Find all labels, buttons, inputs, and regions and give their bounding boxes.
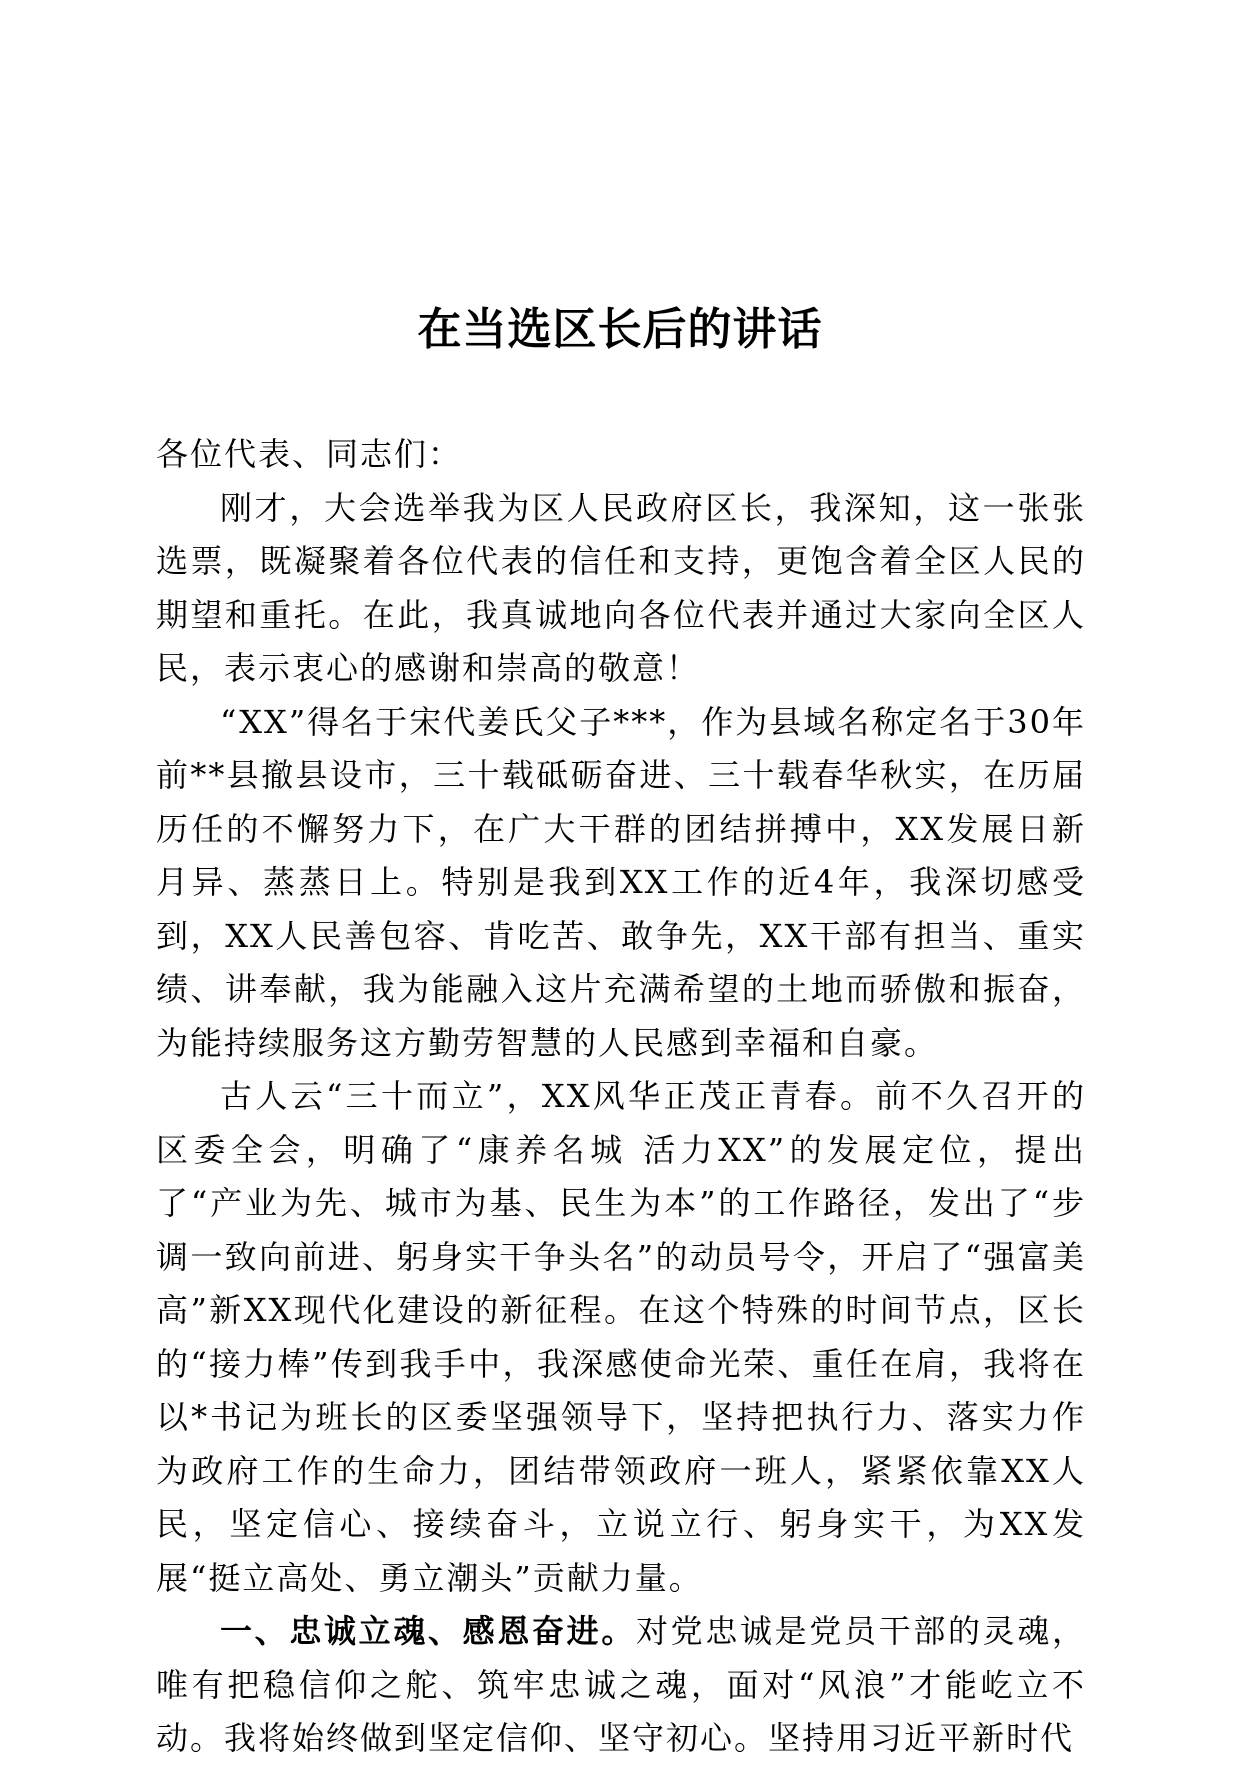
paragraph-3: 古人云“三十而立”，XX风华正茂正青春。前不久召开的区委全会，明确了“康养名城 活力XX”的发展定位，提出了“产业为先、城市为基、民生为本”的工作路径，发出了“步调一致向前进、躬身实干争头名”的动员号令，开启了“强富美高”新XX现代化建设的新征程。在这个特殊的时间节点，区长的“接力棒”传到我手中，我深感使命光荣、重任在肩，我将在以*书记为班长的区委坚强领导下，坚持把执行力、落实力作为政府工作的生命力，团结带领政府一班人，紧紧依靠XX人民，坚定信心、接续奋斗，立说立行、躬身实干，为XX发展“挺立高处、勇立潮头”贡献力量。 [156, 1077, 1086, 1597]
greeting-line: 各位代表、同志们： [156, 435, 463, 473]
paragraph-2: “XX”得名于宋代姜氏父子***，作为县域名称定名于30年前**县撤县设市，三十载砥砺奋进、三十载春华秋实，在历届历任的不懈努力下，在广大干群的团结拼搏中，XX发展日新月异、蒸蒸日上。特别是我到XX工作的近4年，我深切感受到，XX人民善包容、肯吃苦、敢争先，XX干部有担当、重实绩、讲奉献，我为能融入这片充满希望的土地而骄傲和振奋，为能持续服务这方勤劳智慧的人民感到幸福和自豪。 [156, 702, 1086, 1062]
paragraph-1: 刚才，大会选举我为区人民政府区长，我深知，这一张张选票，既凝聚着各位代表的信任和支持，更饱含着全区人民的期望和重托。在此，我真诚地向各位代表并通过大家向全区人民，表示衷心的感谢和崇高的敬意！ [156, 488, 1086, 687]
document-title: 在当选区长后的讲话 [417, 304, 823, 355]
paragraph-4-text: 对党忠诚是党员干部的灵魂，唯有把稳信仰之舵、筑牢忠诚之魂，面对“风浪”才能屹立不动。我将始终做到坚定信仰、坚守初心。坚持用习近平新时代 [156, 1612, 1086, 1757]
paragraph-4 [156, 1605, 1086, 1766]
section-heading-1: 一、忠诚立魂、感恩奋进。 [220, 1612, 636, 1650]
document-body [156, 428, 1086, 1766]
